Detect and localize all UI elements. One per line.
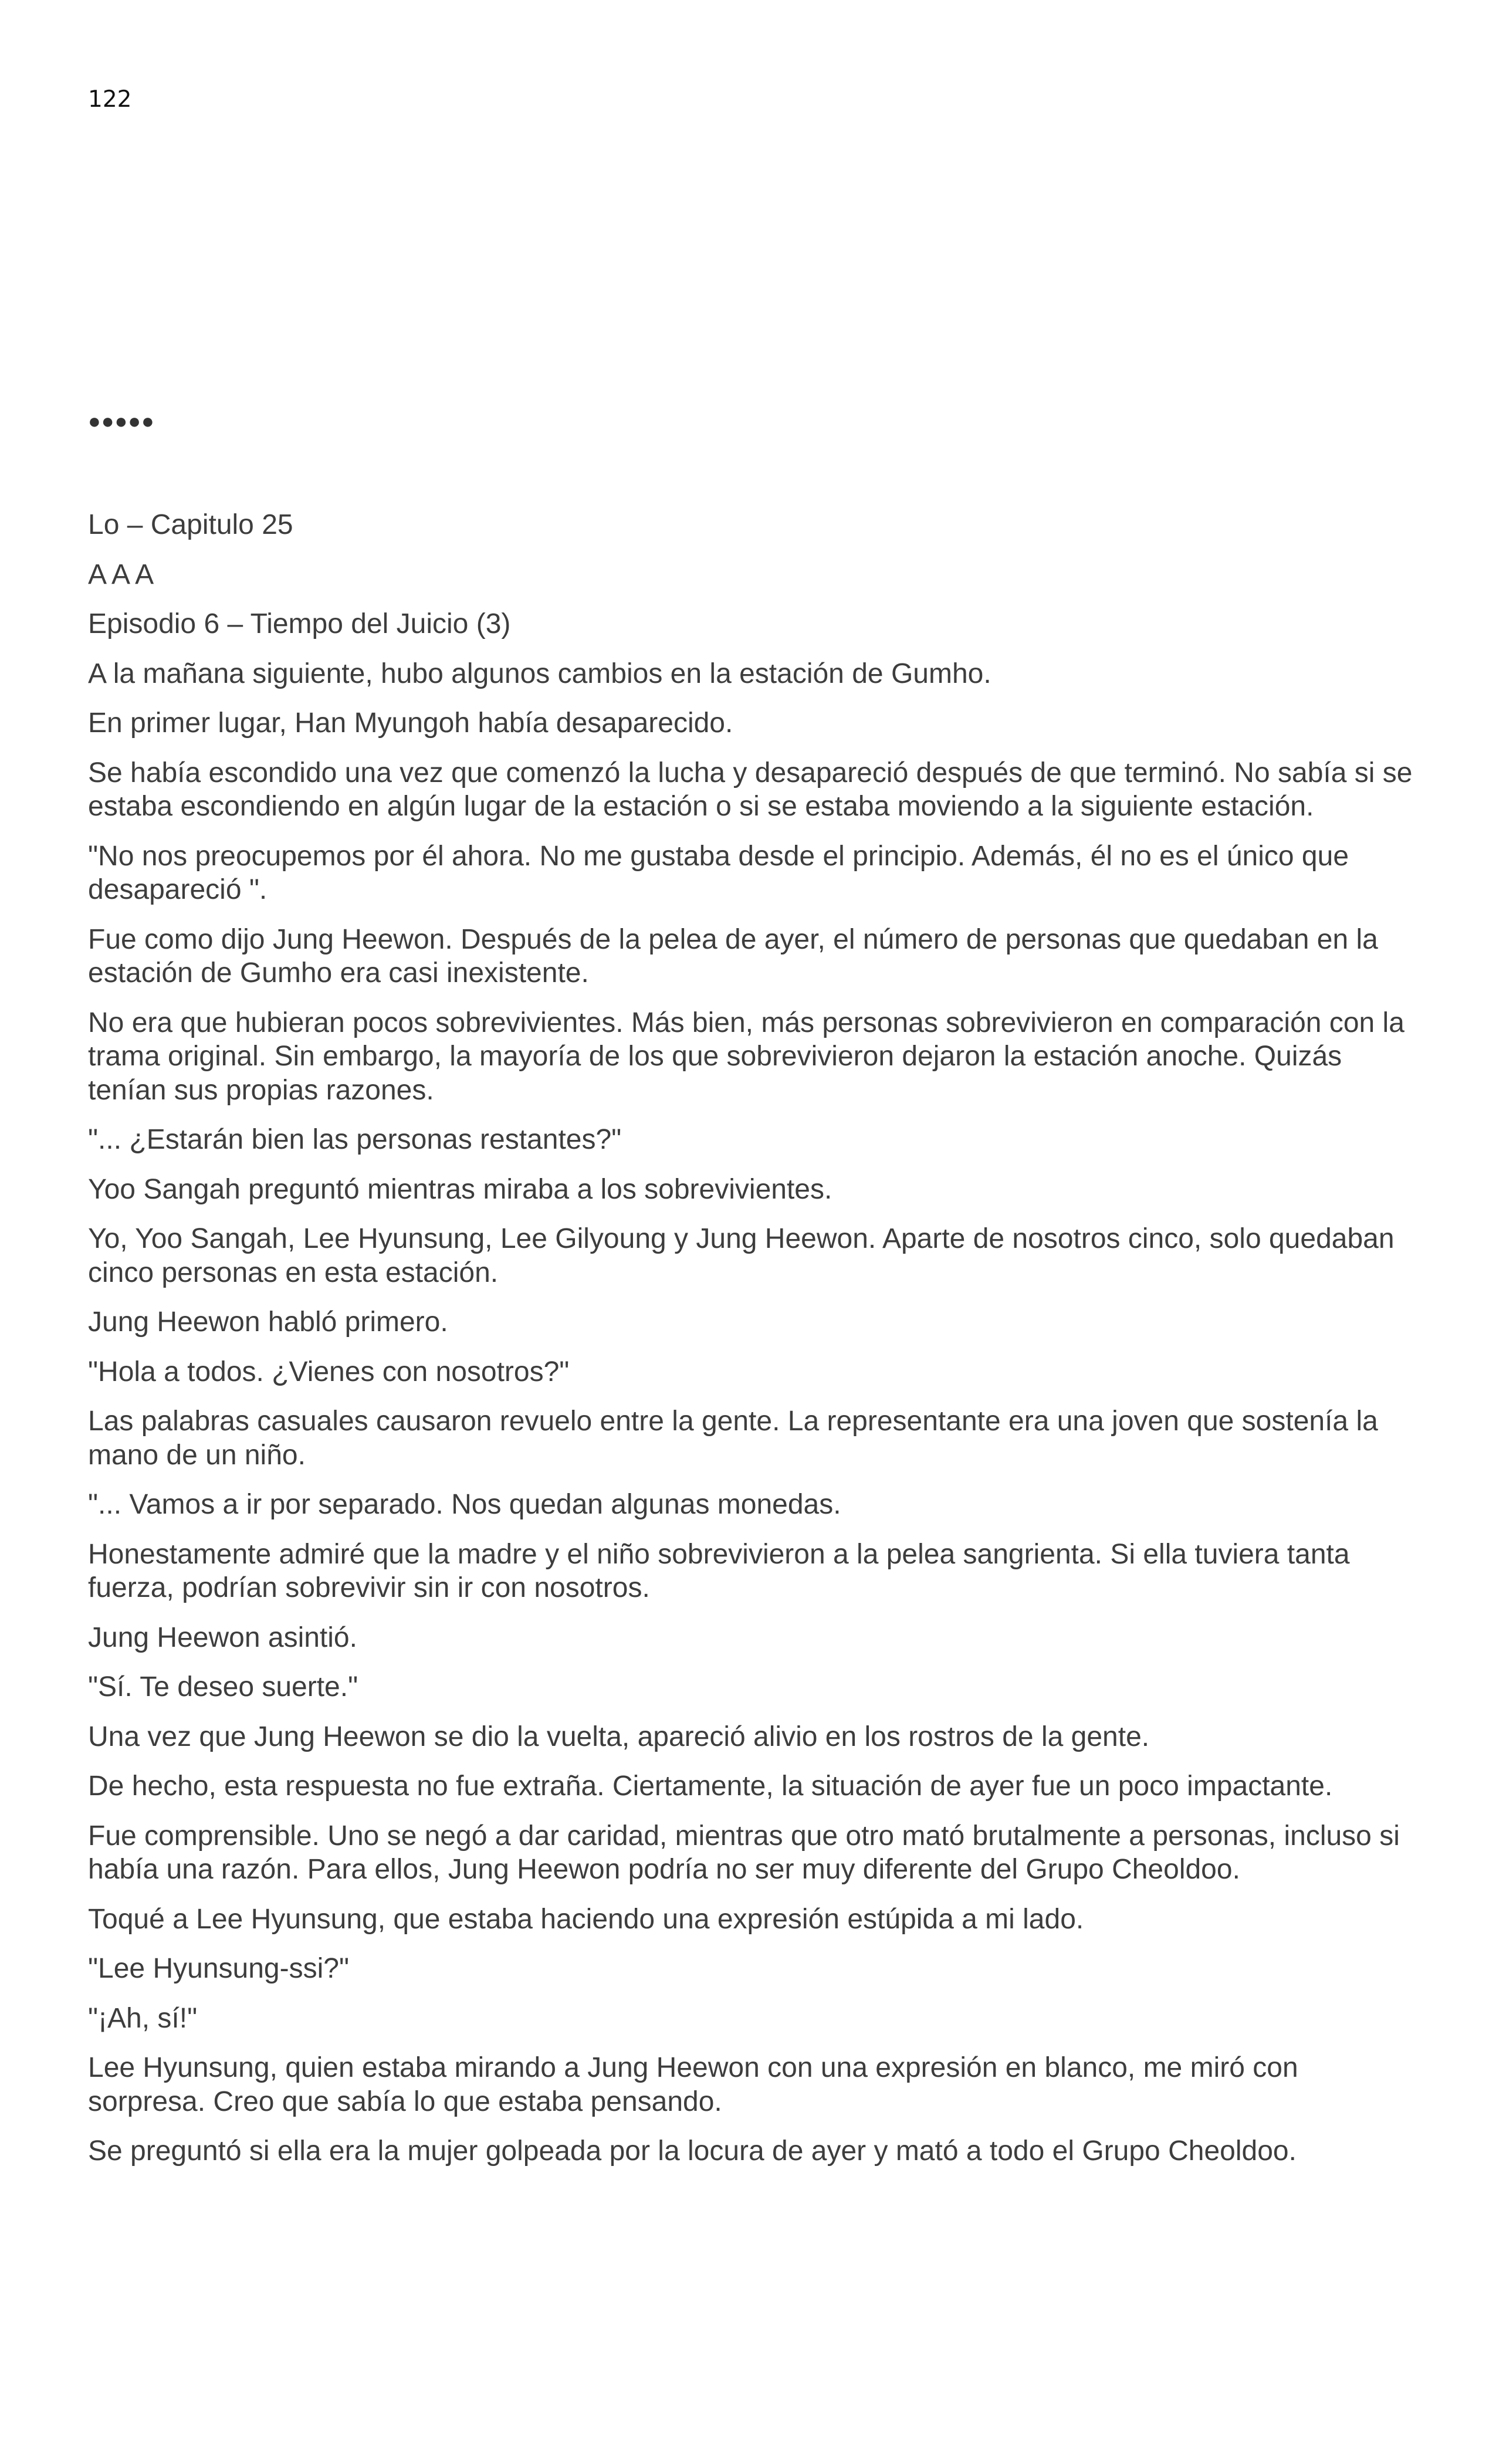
paragraph: "... Vamos a ir por separado. Nos quedan algunas monedas.	[88, 1489, 841, 1520]
paragraph: Jung Heewon habló primero.	[88, 1307, 448, 1338]
paragraph: Jung Heewon asintió.	[88, 1622, 357, 1653]
paragraph: "¡Ah, sí!"	[88, 2002, 198, 2034]
paragraph: "... ¿Estarán bien las personas restantes?"	[88, 1124, 622, 1155]
paragraph: Se había escondido una vez que comenzó la lucha y desapareció después de que terminó. No sabía si se estaba escondiendo en algún lugar de la estación o si se estaba moviendo a la siguiente estación.	[88, 757, 1413, 822]
section-separator: ●●●●●	[88, 409, 155, 433]
paragraph: "No nos preocupemos por él ahora. No me gustaba desde el principio. Además, él no es el único que desapareció ".	[88, 840, 1349, 905]
paragraph: "Hola a todos. ¿Vienes con nosotros?"	[88, 1356, 570, 1387]
paragraph: Las palabras casuales causaron revuelo entre la gente. La representante era una joven que sostenía la mano de un niño.	[88, 1406, 1378, 1471]
paragraph: "Lee Hyunsung-ssi?"	[88, 1953, 349, 1984]
paragraph: A la mañana siguiente, hubo algunos cambios en la estación de Gumho.	[88, 658, 991, 689]
page-number: 122	[88, 86, 132, 113]
document-body	[88, 508, 1420, 2184]
paragraph: Lee Hyunsung, quien estaba mirando a Jung Heewon con una expresión en blanco, me miró con sorpresa. Creo que sabía lo que estaba pensando.	[88, 2052, 1298, 2117]
paragraph: De hecho, esta respuesta no fue extraña. Ciertamente, la situación de ayer fue un poco impactante.	[88, 1771, 1333, 1802]
paragraph: Honestamente admiré que la madre y el niño sobrevivieron a la pelea sangrienta. Si ella tuviera tanta fuerza, podrían sobrevivir sin ir con nosotros.	[88, 1538, 1350, 1603]
paragraph: Se preguntó si ella era la mujer golpeada por la locura de ayer y mató a todo el Grupo Cheoldoo.	[88, 2135, 1297, 2167]
paragraph: Toqué a Lee Hyunsung, que estaba haciendo una expresión estúpida a mi lado.	[88, 1903, 1084, 1935]
paragraph: Yoo Sangah preguntó mientras miraba a los sobrevivientes.	[88, 1173, 832, 1205]
paragraph: No era que hubieran pocos sobrevivientes. Más bien, más personas sobrevivieron en comparación con la trama original. Sin embargo, la mayoría de los que sobrevivieron dejaron la estación anoche. Quizás tenían sus propias razones.	[88, 1007, 1404, 1106]
font-size-controls: A A A	[88, 559, 154, 590]
paragraph: "Sí. Te deseo suerte."	[88, 1671, 358, 1703]
chapter-title: Lo – Capitulo 25	[88, 509, 293, 540]
paragraph: Yo, Yoo Sangah, Lee Hyunsung, Lee Gilyoung y Jung Heewon. Aparte de nosotros cinco, solo quedaban cinco personas en esta estación.	[88, 1223, 1395, 1288]
paragraph: Fue como dijo Jung Heewon. Después de la pelea de ayer, el número de personas que quedaban en la estación de Gumho era casi inexistente.	[88, 923, 1378, 989]
episode-title: Episodio 6 – Tiempo del Juicio (3)	[88, 608, 511, 639]
paragraph: En primer lugar, Han Myungoh había desaparecido.	[88, 708, 733, 739]
paragraph: Una vez que Jung Heewon se dio la vuelta, apareció alivio en los rostros de la gente.	[88, 1721, 1150, 1752]
paragraph: Fue comprensible. Uno se negó a dar caridad, mientras que otro mató brutalmente a personas, incluso si había una razón. Para ellos, Jung Heewon podría no ser muy diferente del Grupo Cheoldoo.	[88, 1820, 1400, 1885]
